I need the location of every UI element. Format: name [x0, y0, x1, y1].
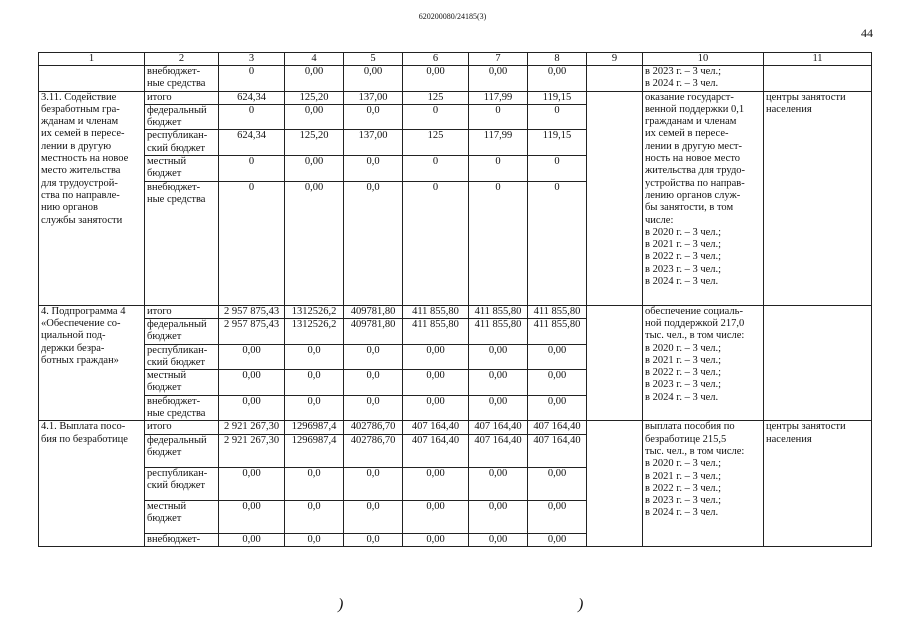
result-indicator-line: венной поддержки 0,1: [645, 103, 745, 115]
measure-name-cell: [39, 305, 145, 421]
amount-cell: 0,0: [344, 181, 403, 305]
result-indicator-line: устройства по направ-: [645, 177, 745, 189]
table-row: [39, 421, 872, 434]
amount-cell: 0,0: [344, 395, 403, 421]
amount-cell: 117,99: [469, 130, 528, 156]
bottom-mark: ): [338, 596, 344, 613]
amount-cell: 0,00: [469, 66, 528, 92]
result-indicator-line: в 2021 г. – 3 чел.;: [645, 354, 722, 366]
measure-name-line: для трудоустрой-: [41, 177, 118, 189]
amount-cell: 0: [469, 156, 528, 182]
column-header: 5: [344, 53, 403, 66]
result-indicator-cell: [643, 66, 764, 92]
amount-cell: 0,0: [285, 467, 344, 500]
amount-cell: 2 921 267,30: [219, 434, 285, 467]
amount-cell: 0,0: [344, 467, 403, 500]
amount-cell: 0,0: [285, 500, 344, 533]
amount-cell: 411 855,80: [528, 318, 587, 344]
measure-name-line: держки безра-: [41, 342, 105, 354]
result-indicator-line: в 2021 г. – 3 чел.;: [645, 470, 722, 482]
amount-cell: 0,00: [403, 500, 469, 533]
executor-line: населения: [766, 103, 812, 115]
amount-cell: 119,15: [528, 130, 587, 156]
amount-cell: 125: [403, 130, 469, 156]
amount-cell: 0,0: [344, 370, 403, 396]
measure-name-line: циальной под-: [41, 330, 106, 342]
column-header: 4: [285, 53, 344, 66]
amount-cell: 0,00: [528, 500, 587, 533]
executor-line: центры занятости: [766, 91, 846, 103]
result-indicator-line: в 2022 г. – 3 чел.;: [645, 482, 722, 494]
amount-cell: 407 164,40: [469, 434, 528, 467]
amount-cell: 0,00: [403, 66, 469, 92]
amount-cell: 407 164,40: [528, 434, 587, 467]
funding-source-cell: местный бюджет: [145, 156, 219, 182]
column-header: 1: [39, 53, 145, 66]
result-indicator-line: в 2022 г. – 3 чел.;: [645, 251, 722, 263]
amount-cell: 1296987,4: [285, 421, 344, 434]
result-indicator-line: в 2024 г. – 3 чел.: [645, 276, 719, 288]
executor-cell: [764, 66, 872, 92]
amount-cell: 0,0: [344, 104, 403, 130]
amount-cell: 0,0: [344, 533, 403, 546]
amount-cell: 0,00: [285, 66, 344, 92]
header-row: [39, 53, 872, 66]
amount-cell: 0,00: [403, 370, 469, 396]
amount-cell: 0,00: [219, 533, 285, 546]
column-header: 10: [643, 53, 764, 66]
amount-cell: 624,34: [219, 130, 285, 156]
bottom-mark: ): [578, 596, 584, 613]
result-indicator-line: обеспечение социаль-: [645, 305, 743, 317]
result-indicator-line: в 2024 г. – 3 чел.: [645, 78, 719, 90]
amount-cell: 402786,70: [344, 421, 403, 434]
measure-name-line: 4. Подпрограмма 4: [41, 305, 126, 317]
amount-cell: 407 164,40: [403, 434, 469, 467]
result-indicator-line: жительства для трудо-: [645, 165, 746, 177]
executor-cell: [764, 91, 872, 305]
funding-source-cell: федеральный бюджет: [145, 104, 219, 130]
amount-cell: 137,00: [344, 91, 403, 104]
executor-line: центры занятости: [766, 421, 846, 433]
amount-cell: 0,00: [469, 344, 528, 370]
empty-cell: [587, 91, 643, 305]
amount-cell: 125,20: [285, 130, 344, 156]
amount-cell: 411 855,80: [403, 318, 469, 344]
amount-cell: 2 957 875,43: [219, 305, 285, 318]
amount-cell: 0: [219, 104, 285, 130]
amount-cell: 0: [219, 181, 285, 305]
amount-cell: 0: [403, 181, 469, 305]
amount-cell: 0: [528, 181, 587, 305]
funding-source-cell: федеральный бюджет: [145, 434, 219, 467]
column-header: 8: [528, 53, 587, 66]
column-header: 6: [403, 53, 469, 66]
funding-source-cell: местный бюджет: [145, 370, 219, 396]
funding-source-cell: внебюджет-ные средства: [145, 181, 219, 305]
result-indicator-line: бы занятости, в том: [645, 202, 734, 214]
document-id: 620200080/24185(3): [418, 12, 487, 21]
column-header: 7: [469, 53, 528, 66]
amount-cell: 0: [403, 104, 469, 130]
result-indicator-line: выплата пособия по: [645, 421, 735, 433]
amount-cell: 137,00: [344, 130, 403, 156]
funding-source-cell: итого: [145, 91, 219, 104]
result-indicator-line: в 2023 г. – 3 чел.;: [645, 66, 722, 77]
measure-name-line: место жительства: [41, 165, 121, 177]
amount-cell: 0,0: [285, 370, 344, 396]
measure-name-line: 3.11. Содействие: [41, 91, 117, 103]
result-indicator-line: в 2023 г. – 3 чел.;: [645, 495, 722, 507]
result-indicator-line: ной поддержкой 217,0: [645, 317, 745, 329]
amount-cell: 407 164,40: [528, 421, 587, 434]
amount-cell: 2 921 267,30: [219, 421, 285, 434]
amount-cell: 0: [528, 104, 587, 130]
result-indicator-cell: [643, 91, 764, 305]
measure-name-line: их семей в пересе-: [41, 128, 125, 140]
amount-cell: 0: [219, 156, 285, 182]
amount-cell: 0,00: [219, 395, 285, 421]
amount-cell: 0,0: [285, 395, 344, 421]
column-header: 11: [764, 53, 872, 66]
amount-cell: 0,00: [528, 344, 587, 370]
amount-cell: 0: [469, 104, 528, 130]
amount-cell: 0,00: [469, 370, 528, 396]
result-indicator-line: гражданам и членам: [645, 116, 737, 128]
result-indicator-cell: [643, 305, 764, 421]
amount-cell: 0,00: [403, 533, 469, 546]
result-indicator-cell: [643, 421, 764, 547]
amount-cell: 407 164,40: [403, 421, 469, 434]
amount-cell: 0,00: [528, 395, 587, 421]
result-indicator-line: в 2020 г. – 3 чел.;: [645, 342, 722, 354]
amount-cell: 0,00: [528, 370, 587, 396]
amount-cell: 125,20: [285, 91, 344, 104]
amount-cell: 0,00: [403, 395, 469, 421]
amount-cell: 0: [219, 66, 285, 92]
amount-cell: 1296987,4: [285, 434, 344, 467]
measure-name-cell: [39, 91, 145, 305]
funding-source-cell: внебюджет-ные средства: [145, 395, 219, 421]
measure-name-line: безработным гра-: [41, 103, 120, 115]
result-indicator-line: в 2020 г. – 3 чел.;: [645, 226, 722, 238]
amount-cell: 1312526,2: [285, 318, 344, 344]
funding-source-cell: внебюджет-ные средства: [145, 66, 219, 92]
amount-cell: 0,00: [528, 533, 587, 546]
result-indicator-line: их семей в пересе-: [645, 128, 729, 140]
amount-cell: 125: [403, 91, 469, 104]
amount-cell: 0,00: [344, 66, 403, 92]
funding-source-cell: местный бюджет: [145, 500, 219, 533]
measure-name-line: службы занятости: [41, 214, 123, 226]
result-indicator-line: в 2020 г. – 3 чел.;: [645, 458, 722, 470]
measure-name-cell: [39, 66, 145, 92]
amount-cell: 0,0: [344, 344, 403, 370]
executor-line: населения: [766, 433, 812, 445]
measure-name-cell: [39, 421, 145, 547]
amount-cell: 117,99: [469, 91, 528, 104]
measure-name-line: 4.1. Выплата посо-: [41, 421, 126, 433]
amount-cell: 0,00: [219, 500, 285, 533]
amount-cell: 0,00: [528, 467, 587, 500]
amount-cell: 0,00: [219, 344, 285, 370]
measure-name-line: местность на новое: [41, 153, 129, 165]
measure-name-line: ботных граждан»: [41, 354, 119, 366]
table-row: [39, 305, 872, 318]
amount-cell: 409781,80: [344, 318, 403, 344]
funding-source-cell: итого: [145, 305, 219, 318]
amount-cell: 0,0: [285, 344, 344, 370]
amount-cell: 0,00: [403, 467, 469, 500]
amount-cell: 624,34: [219, 91, 285, 104]
budget-table: [38, 52, 872, 547]
amount-cell: 0,0: [344, 500, 403, 533]
executor-cell: [764, 421, 872, 547]
amount-cell: 407 164,40: [469, 421, 528, 434]
amount-cell: 0: [469, 181, 528, 305]
executor-cell: [764, 305, 872, 421]
amount-cell: 0,00: [219, 467, 285, 500]
amount-cell: 411 855,80: [403, 305, 469, 318]
amount-cell: 0,00: [528, 66, 587, 92]
amount-cell: 0,0: [344, 156, 403, 182]
amount-cell: 0: [403, 156, 469, 182]
funding-source-cell: федеральный бюджет: [145, 318, 219, 344]
amount-cell: 0,00: [469, 533, 528, 546]
table-row: [39, 66, 872, 92]
result-indicator-line: в 2023 г. – 3 чел.;: [645, 379, 722, 391]
funding-source-cell: республикан-ский бюджет: [145, 467, 219, 500]
result-indicator-line: ность на новое место: [645, 153, 741, 165]
result-indicator-line: оказание государст-: [645, 91, 734, 103]
measure-name-line: лении в другую: [41, 140, 112, 152]
funding-source-cell: республикан-ский бюджет: [145, 344, 219, 370]
measure-name-line: нию органов: [41, 202, 99, 214]
funding-source-cell: внебюджет-: [145, 533, 219, 546]
result-indicator-line: в 2021 г. – 3 чел.;: [645, 239, 722, 251]
amount-cell: 1312526,2: [285, 305, 344, 318]
result-indicator-line: безработице 215,5: [645, 433, 727, 445]
amount-cell: 0,00: [469, 395, 528, 421]
amount-cell: 119,15: [528, 91, 587, 104]
amount-cell: 409781,80: [344, 305, 403, 318]
empty-cell: [587, 66, 643, 92]
result-indicator-line: лению органов служ-: [645, 189, 741, 201]
result-indicator-line: числе:: [645, 214, 674, 226]
amount-cell: 0: [528, 156, 587, 182]
amount-cell: 0,00: [285, 181, 344, 305]
amount-cell: 0,00: [469, 500, 528, 533]
measure-name-line: «Обеспечение со-: [41, 317, 121, 329]
result-indicator-line: в 2024 г. – 3 чел.: [645, 391, 719, 403]
amount-cell: 411 855,80: [469, 318, 528, 344]
result-indicator-line: тыс. чел., в том числе:: [645, 445, 745, 457]
result-indicator-line: в 2023 г. – 3 чел.;: [645, 263, 722, 275]
amount-cell: 402786,70: [344, 434, 403, 467]
page-number: 44: [861, 26, 873, 40]
table-row: [39, 91, 872, 104]
amount-cell: 0,00: [219, 370, 285, 396]
funding-source-cell: республикан-ский бюджет: [145, 130, 219, 156]
result-indicator-line: тыс. чел., в том числе:: [645, 330, 745, 342]
amount-cell: 0,00: [403, 344, 469, 370]
column-header: 3: [219, 53, 285, 66]
measure-name-line: бия по безработице: [41, 433, 128, 445]
amount-cell: 2 957 875,43: [219, 318, 285, 344]
measure-name-line: ства по направле-: [41, 189, 120, 201]
column-header: 9: [587, 53, 643, 66]
funding-source-cell: итого: [145, 421, 219, 434]
result-indicator-line: в 2022 г. – 3 чел.;: [645, 367, 722, 379]
amount-cell: 0,0: [285, 533, 344, 546]
result-indicator-line: лении в другую мест-: [645, 140, 743, 152]
amount-cell: 411 855,80: [469, 305, 528, 318]
amount-cell: 0,00: [285, 104, 344, 130]
amount-cell: 0,00: [469, 467, 528, 500]
empty-cell: [587, 305, 643, 421]
column-header: 2: [145, 53, 219, 66]
amount-cell: 411 855,80: [528, 305, 587, 318]
amount-cell: 0,00: [285, 156, 344, 182]
result-indicator-line: в 2024 г. – 3 чел.: [645, 507, 719, 519]
measure-name-line: жданам и членам: [41, 116, 119, 128]
empty-cell: [587, 421, 643, 547]
